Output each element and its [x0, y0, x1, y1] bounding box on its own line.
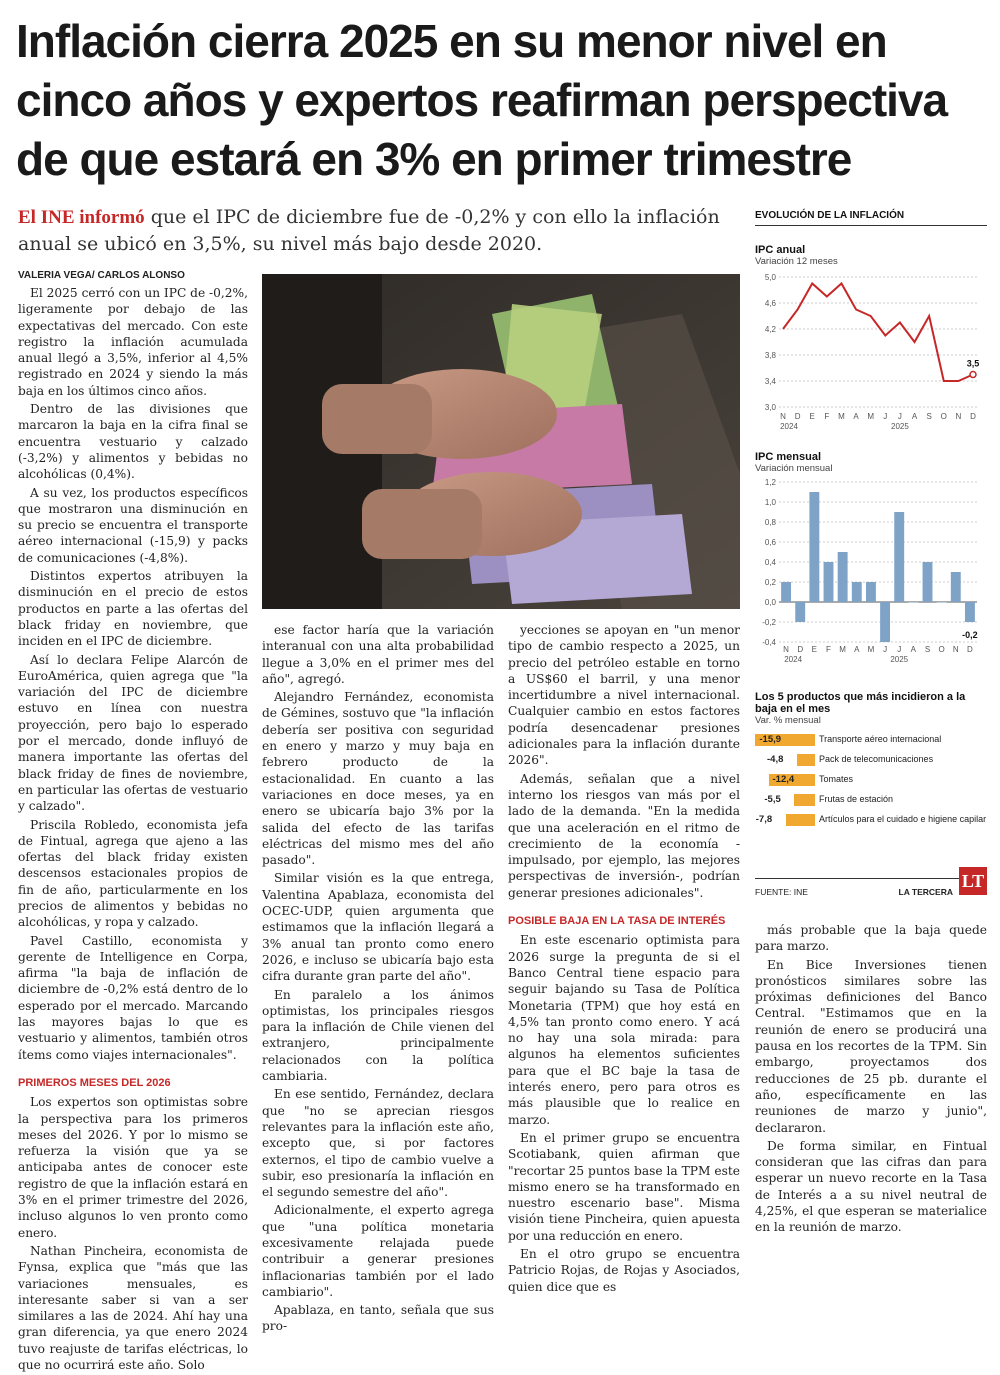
article-photo: [262, 274, 740, 609]
last-value-label: 3,5: [966, 358, 980, 369]
article-column-4: [755, 922, 987, 1238]
x-tick-label: A: [853, 412, 859, 421]
x-tick-label: F: [826, 645, 831, 654]
year-label-2025: 2025: [891, 422, 909, 431]
section-heading-primeros-meses: PRIMEROS MESES DEL 2026: [18, 1076, 171, 1089]
monthly-bar: [894, 512, 904, 602]
sidebar-title: EVOLUCIÓN DE LA INFLACIÓN: [755, 210, 987, 226]
article-paragraph: En el otro grupo se encuentra Patricio Rojas, de Rojas y Asociados, quien dice que es: [508, 1246, 740, 1294]
article-paragraph: Dentro de las divisiones que marcaron la baja en la cifra final se encuentra vestuario y calzado (-3,2%) y alimentos y bebidas no alcohólicas (0,4%).: [18, 402, 248, 482]
source-label: FUENTE: INE: [755, 887, 808, 897]
y-tick-label: 1,2: [764, 478, 776, 487]
x-tick-label: M: [839, 645, 846, 654]
year-label-2024: 2024: [784, 655, 803, 664]
x-tick-label: N: [955, 412, 962, 421]
article-paragraph: Además, señalan que a nivel interno los riesgos van más por el lado de la demanda. "En la medida que una aceleración en el ritmo de crecimiento de la economía -impulsado, por ejemplo, las mejores perspectivas de inversión-, podrían generar presiones adicionales".: [508, 771, 740, 900]
x-tick-label: O: [940, 412, 947, 421]
article-column-3: [508, 622, 740, 1297]
sidebar-footer: [755, 871, 987, 897]
article-paragraph: Priscila Robledo, economista jefa de Fintual, agrega que ajeno a las ofertas del black friday existen descensos estacionales propios de fin de año, particularmente en los precios de alimentos y bebidas no alcohólicas, y ropa y calzado.: [18, 817, 248, 930]
headline: Inflación cierra 2025 en su menor nivel en cinco años y expertos reafirman perspectiva de que estará en 3% en primer trimestre: [16, 15, 948, 185]
article-paragraph: Pavel Castillo, economista y gerente de Intelligence en Corpa, afirma "la baja de inflación de diciembre de -0,2% está dentro de lo esperado por el mercado. Marcando las mayores bajas lo que es vestuario y alimentos, también otros ítems como viajes internacionales".: [18, 933, 248, 1062]
monthly-bar: [781, 582, 791, 602]
top5-label: Transporte aéreo internacional: [819, 734, 942, 744]
y-tick-label: 1,0: [764, 498, 776, 507]
x-tick-label: N: [952, 645, 959, 654]
article-paragraph: ese factor haría que la variación interanual con una alta probabilidad llegue a 3,0% en el primer mes del año", agregó.: [262, 623, 494, 686]
x-tick-label: J: [883, 412, 888, 421]
x-tick-label: D: [967, 645, 973, 654]
x-tick-label: F: [824, 412, 830, 421]
article-column-1: [18, 285, 248, 1375]
article-paragraph: En el primer grupo se encuentra Scotiabank, quien afirman que "recortar 25 puntos base la TPM este mismo enero se ha transformado en nuestro escenario base". Misma visión tiene Pincheira, quien apuesta por una reducción en enero.: [508, 1130, 740, 1243]
article-paragraph: En paralelo a los ánimos optimistas, los principales riesgos para la inflación de Chile vienen del extranjero, principalmente relacionados con la política cambiaria.: [262, 987, 494, 1084]
top5-label: Artículos para el cuidado e higiene capilar: [819, 814, 987, 824]
article-paragraph: Similar visión es la que entrega, Valentina Apablaza, economista del OCEC-UDP, quien argumenta que estimamos que la inflación llegará a 3% anual tan pronto como enero 2026, e incluso se ubicaría bajo esta cifra durante gran parte del año".: [262, 871, 494, 984]
annual-ipc-line-chart: [755, 267, 987, 442]
monthly-ipc-bar-chart: [755, 474, 987, 674]
monthly-bar: [824, 562, 834, 602]
article-paragraph: En este escenario optimista para 2026 surge la pregunta de si el Banco Central tiene espacio para seguir bajando su Tasa de Política Monetaria (TPM) que hoy está en 4,5% tan pronto como enero. Y acá no hay una sola mirada: para algunos ha elementos suficientes para que el BC baje la tasa de interés enero, pero para otros es más plausible que lo realice en marzo.: [508, 933, 740, 1127]
article-paragraph: Adicionalmente, el experto agrega que "una política monetaria excesivamente relajada puede contribuir a generar presiones inflacionarias también por el lado cambiario".: [262, 1203, 494, 1299]
monthly-bar: [908, 602, 918, 603]
last-point: [970, 372, 976, 378]
y-tick-label: 0,4: [764, 558, 776, 567]
x-tick-label: A: [910, 645, 917, 654]
article-paragraph: Los expertos son optimistas sobre la perspectiva para los primeros meses del 2026. Y por lo mismo se refuerza la visión que ya se anticipaba antes de conocer este registro de que la inflación estará en 3% en el primer trimestre del 2026, incluso algunos lo ven pronto como enero.: [18, 1095, 248, 1240]
top5-label: Pack de telecomunicaciones: [819, 754, 934, 764]
monthly-bar: [937, 602, 947, 603]
y-tick-label: 0,8: [764, 518, 776, 527]
top5-row: [755, 812, 987, 828]
x-tick-label: M: [867, 645, 875, 654]
y-tick-label: -0,4: [762, 638, 776, 647]
article-paragraph: El 2025 cerró con un IPC de -0,2%, ligeramente por debajo de las expectativas del mercado. Con este registro la inflación acumulada anual llegó a 3,5%, inferior al 4,5% registrado en 2024 y siendo la más baja en los últimos cinco años.: [18, 286, 248, 398]
monthly-bar: [795, 602, 805, 622]
x-tick-label: N: [780, 412, 786, 421]
chart-monthly-subtitle: Variación mensual: [755, 463, 833, 474]
x-tick-label: O: [938, 645, 945, 654]
y-tick-label: 4,6: [764, 299, 776, 308]
section-heading-tasa-interes: POSIBLE BAJA EN LA TASA DE INTERÉS: [508, 915, 726, 928]
y-tick-label: 3,0: [764, 403, 776, 412]
banknotes-photo: [262, 274, 740, 609]
monthly-bar: [852, 582, 862, 602]
chart-monthly-title: IPC mensual: [755, 451, 822, 463]
article-paragraph: Apablaza, en tanto, señala que sus pro-: [262, 1303, 494, 1334]
y-tick-label: 0,0: [764, 598, 776, 607]
brand-label: LA TERCERA: [898, 887, 953, 897]
article-paragraph: Distintos expertos atribuyen la disminución en el precio de estos productos en parte a las ofertas del black friday en noviembre, que inciden en el IPC de diciembre.: [18, 569, 248, 649]
x-tick-label: D: [797, 645, 804, 654]
top5-products-chart: [755, 732, 987, 842]
year-label-2024: 2024: [780, 422, 798, 431]
x-tick-label: A: [911, 412, 918, 421]
x-tick-label: E: [809, 412, 815, 421]
top5-value: -7,8: [755, 814, 773, 825]
x-tick-label: D: [794, 412, 801, 421]
top5-value: -5,5: [764, 794, 781, 805]
monthly-bar: [809, 492, 819, 602]
x-tick-label: S: [926, 412, 932, 421]
monthly-bar: [951, 572, 961, 602]
top5-label: Tomates: [819, 774, 854, 784]
x-tick-label: M: [838, 412, 845, 421]
article-paragraph: más probable que la baja quede para marzo.: [755, 923, 987, 954]
top5-value: -12,4: [772, 774, 795, 785]
article-paragraph: A su vez, los productos específicos que mostraron una disminución en su precio se encuentra el transporte aéreo internacional (-15,9) y packs de comunicaciones (-4,8%).: [18, 485, 248, 565]
last-value-label: -0,2: [962, 630, 978, 640]
y-tick-label: -0,2: [762, 618, 776, 627]
article-column-2: [262, 622, 494, 1337]
chart-annual-title: IPC anual: [755, 244, 806, 256]
chart-top5-subtitle: Var. % mensual: [755, 715, 821, 726]
y-tick-label: 3,4: [764, 377, 776, 386]
article-paragraph: Así lo declara Felipe Alarcón de EuroAmérica, quien agrega que "la variación del IPC de diciembre estuvo en línea con nuestra proyección, pero bajo lo esperado por el mercado, donde influyó de manera importante las ofertas del black friday de fines de noviembre, en particular las ofertas de vestuario y calzado".: [18, 652, 248, 814]
article-paragraph: Nathan Pincheira, economista de Fynsa, explica que "más que las variaciones mensuales, es interesante saber si van a ser similares a las de 2024. Ahí hay una gran diferencia, ya que enero 2024 tuvo reajuste de tarifas eléctricas, lo que no ocurrirá este año. Solo: [18, 1243, 248, 1372]
top5-row: [755, 792, 987, 808]
article-paragraph: En Bice Inversiones tienen pronósticos similares sobre las próximas definiciones del Banco Central. "Estimamos que en la reunión de enero se producirá una pausa en los recortes de la TPM. Sin embargo, proyectamos dos reducciones de 25 pb. durante el año, específicamente en las reuniones de marzo y junio", declararon.: [755, 957, 987, 1135]
chart-top5-title: Los 5 productos que más incidieron a la baja en el mes: [755, 691, 966, 715]
article-paragraph: En ese sentido, Fernández, declara que "no se aprecian riesgos relevantes para la inflación este año, excepto que, si por factores externos, el tipo de cambio vuelve a subir, eso presionaría la inflación en el segundo semestre del año".: [262, 1087, 494, 1200]
chart-annual-subtitle: Variación 12 meses: [755, 256, 838, 267]
top5-row: [755, 752, 987, 768]
y-tick-label: 4,2: [764, 325, 776, 334]
monthly-bar: [880, 602, 890, 642]
x-tick-label: N: [783, 645, 789, 654]
x-tick-label: M: [867, 412, 875, 421]
x-tick-label: J: [897, 412, 902, 421]
inflation-sidebar: [755, 210, 987, 842]
monthly-bar: [866, 582, 876, 602]
lead-paragraph: [18, 204, 738, 257]
x-tick-label: J: [883, 645, 888, 654]
x-tick-label: E: [811, 645, 818, 654]
monthly-bar: [965, 602, 975, 622]
x-tick-label: A: [854, 645, 860, 654]
top5-label: Frutas de estación: [819, 794, 894, 804]
year-label-2025: 2025: [890, 655, 909, 664]
top5-value: -15,9: [759, 734, 782, 745]
y-tick-label: 3,8: [764, 351, 776, 360]
top5-row: [755, 732, 987, 748]
lead-text: que el IPC de diciembre fue de -0,2% y con ello la inflación anual se ubicó en 3,5%, su nivel más bajo desde 2020.: [18, 206, 720, 255]
x-tick-label: S: [924, 645, 931, 654]
y-tick-label: 0,2: [764, 578, 776, 587]
annual-ipc-line: [783, 284, 973, 382]
la-tercera-logo: LT: [959, 867, 987, 895]
article-paragraph: yecciones se apoyan en "un menor tipo de cambio respecto a 2025, un precio del petróleo estable en torno a US$60 el barril, y una menor incertidumbre a nivel internacional. Cualquier cambio en estos factores podría desencadenar presiones adicionales para la inflación durante 2026".: [508, 623, 740, 768]
lead-highlight: El INE informó: [18, 207, 145, 228]
monthly-bar: [838, 552, 848, 602]
y-tick-label: 5,0: [764, 273, 776, 282]
top5-value: -4,8: [767, 754, 784, 765]
article-paragraph: Alejandro Fernández, economista de Gémines, sostuvo que "la inflación debería ser positiva con seguridad en enero y marzo y muy baja en febrero producto de la estacionalidad. En cuanto a las variaciones en doce meses, ya en enero se ubicaría bajo 3% por la salida del efecto de las tarifas eléctricas del mismo mes del año pasado".: [262, 690, 494, 868]
monthly-bar: [923, 562, 933, 602]
x-tick-label: D: [970, 412, 976, 421]
top5-row: [755, 772, 987, 788]
x-tick-label: J: [897, 645, 902, 654]
y-tick-label: 0,6: [764, 538, 776, 547]
article-paragraph: De forma similar, en Fintual consideran que las cifras dan para esperar un nuevo recorte en la Tasa de Interés a a su nivel neutral de 4,25%, el que esperan se materialice en la reunión de marzo.: [755, 1138, 987, 1235]
byline: VALERIA VEGA/ CARLOS ALONSO: [18, 270, 185, 281]
